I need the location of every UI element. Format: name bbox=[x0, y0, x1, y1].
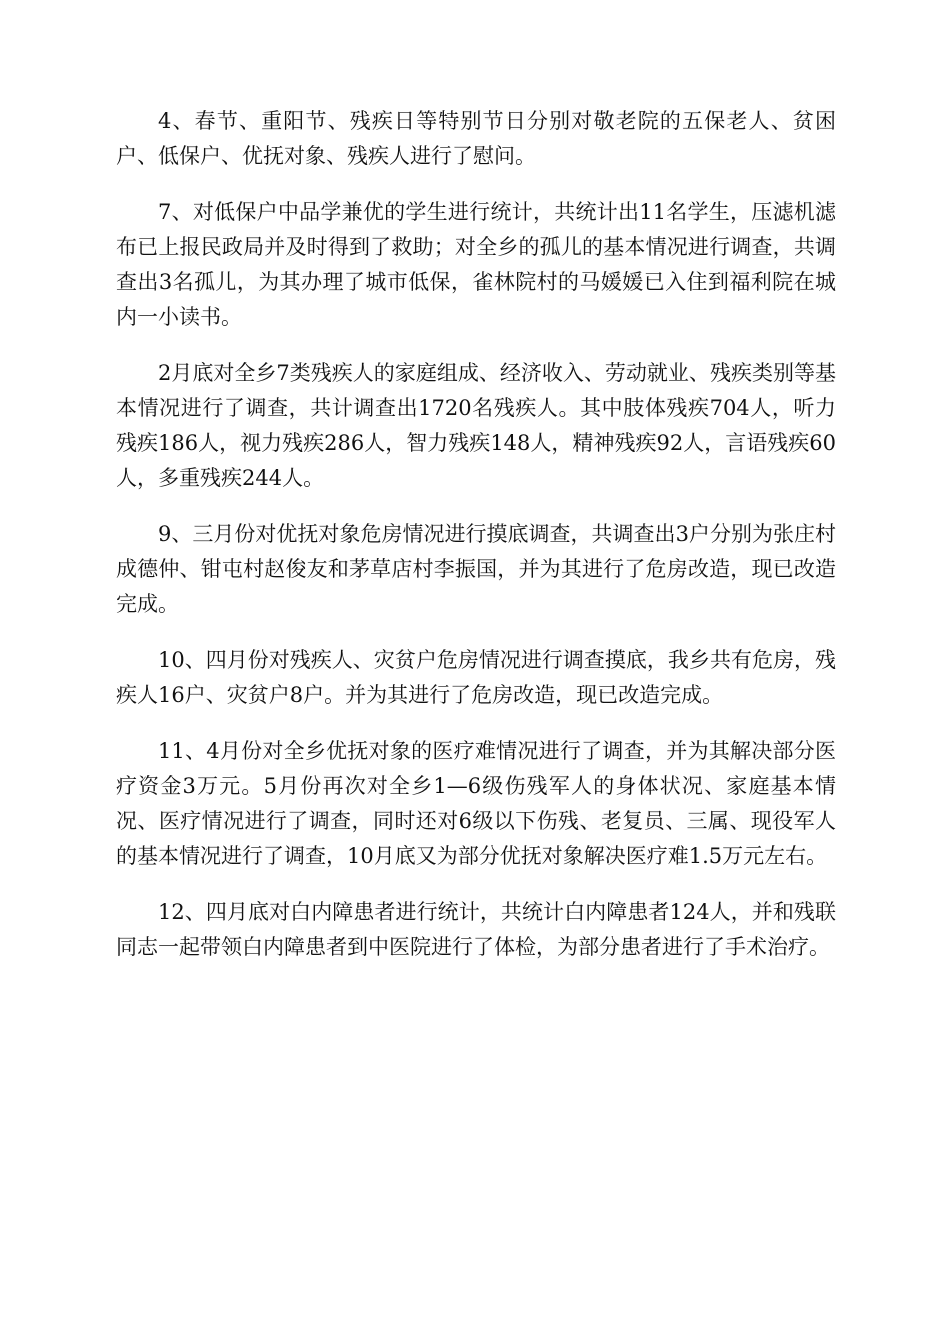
document-body bbox=[116, 104, 836, 986]
paragraph-cataract-patients: 12、四月底对白内障患者进行统计，共统计白内障患者124人，并和残联同志一起带领白内障患者到中医院进行了体检，为部分患者进行了手术治疗。 bbox=[116, 900, 836, 959]
paragraph-dangerous-housing-survey: 9、三月份对优抚对象危房情况进行摸底调查，共调查出3户分别为张庄村成德仲、钳屯村赵俊友和茅草店村李振国，并为其进行了危房改造，现已改造完成。 bbox=[116, 522, 836, 616]
paragraph-housing-renovation: 10、四月份对残疾人、灾贫户危房情况进行调查摸底，我乡共有危房，残疾人16户、灾贫户8户。并为其进行了危房改造，现已改造完成。 bbox=[116, 648, 836, 707]
paragraph-medical-assistance: 11、4月份对全乡优抚对象的医疗难情况进行了调查，并为其解决部分医疗资金3万元。5月份再次对全乡1—6级伤残军人的身体状况、家庭基本情况、医疗情况进行了调查，同时还对6级以下伤残、老复员、三属、现役军人的基本情况进行了调查，10月底又为部分优抚对象解决医疗难1.5万元左右。 bbox=[116, 739, 836, 868]
paragraph-students-orphans: 7、对低保户中品学兼优的学生进行统计，共统计出11名学生，压滤机滤布已上报民政局并及时得到了救助；对全乡的孤儿的基本情况进行调查，共调查出3名孤儿，为其办理了城市低保，雀林院村的马媛媛已入住到福利院在城内一小读书。 bbox=[116, 200, 836, 329]
paragraph-holiday-visits: 4、春节、重阳节、残疾日等特别节日分别对敬老院的五保老人、贫困户、低保户、优抚对象、残疾人进行了慰问。 bbox=[116, 109, 836, 168]
paragraph-disability-survey: 2月底对全乡7类残疾人的家庭组成、经济收入、劳动就业、残疾类别等基本情况进行了调查，共计调查出1720名残疾人。其中肢体残疾704人，听力残疾186人，视力残疾286人，智力残疾148人，精神残疾92人，言语残疾60人，多重残疾244人。 bbox=[116, 361, 836, 490]
